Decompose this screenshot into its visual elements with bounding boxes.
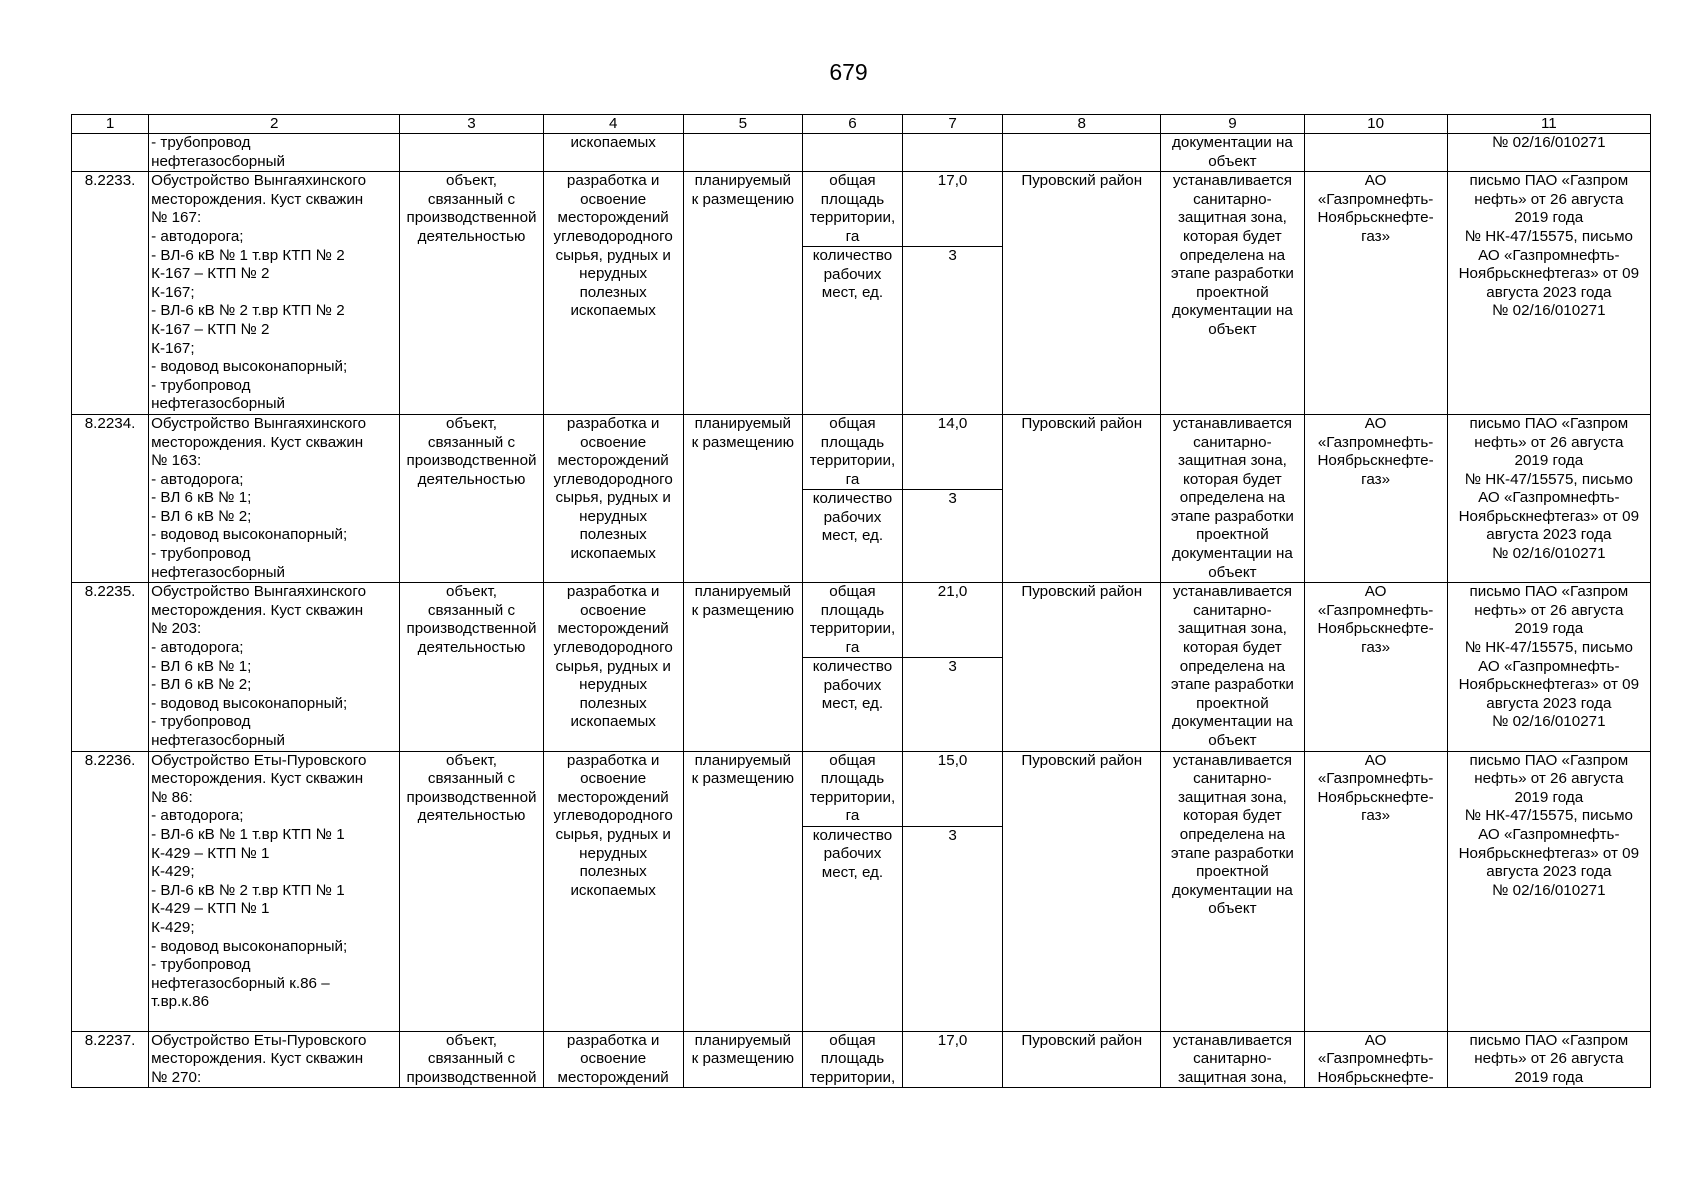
purpose: разработка и освоение месторождений углеводородного сырья, рудных и нерудных полезных ископаемых (543, 751, 683, 1031)
location: Пуровский район (1003, 751, 1161, 1031)
owner: АО «Газпромнефть- Ноябрьскнефте- газ» (1304, 172, 1447, 415)
location: Пуровский район (1003, 583, 1161, 751)
column-number: 8 (1003, 115, 1161, 134)
table-row (72, 751, 1651, 1031)
basis: № 02/16/010271 (1447, 134, 1650, 172)
zone: устанавливается санитарно- защитная зона, которая будет определена на этапе разработки проектной документации на объект (1161, 583, 1304, 751)
status: планируемый к размещению (683, 172, 802, 415)
status: планируемый к размещению (683, 751, 802, 1031)
object-name: Обустройство Еты-Пуровского месторождения. Куст скважин № 86: - автодорога; - ВЛ-6 кВ № 1 т.вр КТП № 1 К-429 – КТП № 1 К-429; - ВЛ-6 кВ № 2 т.вр КТП № 1 К-429 – КТП № 1 К-429; - водовод высоконапорный; - трубопровод нефтегазосборный к.86 – т.вр.к.86 (149, 751, 400, 1031)
zone: устанавливается санитарно- защитная зона, которая будет определена на этапе разработки проектной документации на объект (1161, 751, 1304, 1031)
column-number: 3 (400, 115, 543, 134)
param-label: количество рабочих мест, ед. (812, 247, 893, 302)
param-value: 14,0 (903, 415, 1002, 490)
location: Пуровский район (1003, 414, 1161, 582)
purpose: ископаемых (543, 134, 683, 172)
param-label: общая площадь территории, га (803, 583, 902, 658)
table-row (72, 583, 1651, 751)
object-type: объект, связанный с производственной (400, 1031, 543, 1088)
column-number: 4 (543, 115, 683, 134)
object-type: объект, связанный с производственной деятельностью (400, 172, 543, 415)
purpose: разработка и освоение месторождений углеводородного сырья, рудных и нерудных полезных ископаемых (543, 583, 683, 751)
column-number: 2 (149, 115, 400, 134)
column-number: 11 (1447, 115, 1650, 134)
status: планируемый к размещению (683, 414, 802, 582)
purpose: разработка и освоение месторождений (543, 1031, 683, 1088)
param-label: общая площадь территории, га (803, 172, 902, 247)
row-number: 8.2235. (72, 583, 149, 751)
column-number: 9 (1161, 115, 1304, 134)
zone: устанавливается санитарно- защитная зона, которая будет определена на этапе разработки проектной документации на объект (1161, 414, 1304, 582)
page-number: 679 (829, 59, 868, 85)
column-number: 6 (802, 115, 902, 134)
column-number-row (72, 115, 1651, 134)
object-type: объект, связанный с производственной деятельностью (400, 751, 543, 1031)
column-number: 7 (903, 115, 1003, 134)
status: планируемый к размещению (683, 583, 802, 751)
owner: АО «Газпромнефть- Ноябрьскнефте- (1304, 1031, 1447, 1088)
status: планируемый к размещению (683, 1031, 802, 1088)
column-number: 1 (72, 115, 149, 134)
location: Пуровский район (1003, 172, 1161, 415)
object-name: Обустройство Вынгаяхинского месторождения. Куст скважин № 163: - автодорога; - ВЛ 6 кВ № 1; - ВЛ 6 кВ № 2; - водовод высоконапорный; - трубопровод нефтегазосборный (149, 414, 400, 582)
column-number: 5 (683, 115, 802, 134)
continuation-row (72, 134, 1651, 172)
param-value: 3 (948, 658, 957, 676)
param-label: общая площадь территории, га (803, 415, 902, 490)
param-value: 3 (948, 489, 957, 507)
basis: письмо ПАО «Газпром нефть» от 26 августа 2019 года № НК-47/15575, письмо АО «Газпромнефть- Ноябрьскнефтегаз» от 09 августа 2023 года № 02/16/010271 (1447, 172, 1650, 415)
param-value: 21,0 (903, 583, 1002, 658)
param-value: 17,0 (903, 172, 1002, 247)
object-name: Обустройство Вынгаяхинского месторождения. Куст скважин № 203: - автодорога; - ВЛ 6 кВ № 1; - ВЛ 6 кВ № 2; - водовод высоконапорный; - трубопровод нефтегазосборный (149, 583, 400, 751)
row-number: 8.2236. (72, 751, 149, 1031)
basis: письмо ПАО «Газпром нефть» от 26 августа 2019 года (1447, 1031, 1650, 1088)
param-label: количество рабочих мест, ед. (812, 826, 893, 881)
zone: документации на объект (1161, 134, 1304, 172)
zone: устанавливается санитарно- защитная зона, которая будет определена на этапе разработки проектной документации на объект (1161, 172, 1304, 415)
param-value: 3 (948, 826, 957, 844)
param-label: количество рабочих мест, ед. (812, 658, 893, 713)
table-row (72, 1031, 1651, 1088)
row-number: 8.2233. (72, 172, 149, 415)
basis: письмо ПАО «Газпром нефть» от 26 августа 2019 года № НК-47/15575, письмо АО «Газпромнефть- Ноябрьскнефтегаз» от 09 августа 2023 года № 02/16/010271 (1447, 583, 1650, 751)
row-number: 8.2237. (72, 1031, 149, 1088)
param-label: количество рабочих мест, ед. (812, 489, 893, 545)
param-value: 15,0 (903, 752, 1002, 827)
purpose: разработка и освоение месторождений углеводородного сырья, рудных и нерудных полезных ископаемых (543, 414, 683, 582)
table-row (72, 172, 1651, 415)
param-value: 17,0 (937, 1031, 968, 1049)
param-value: 3 (948, 247, 957, 265)
param-label: общая площадь территории, (809, 1031, 896, 1086)
basis: письмо ПАО «Газпром нефть» от 26 августа 2019 года № НК-47/15575, письмо АО «Газпромнефть- Ноябрьскнефтегаз» от 09 августа 2023 года № 02/16/010271 (1447, 414, 1650, 582)
object-type: объект, связанный с производственной деятельностью (400, 414, 543, 582)
location: Пуровский район (1003, 1031, 1161, 1088)
owner: АО «Газпромнефть- Ноябрьскнефте- газ» (1304, 751, 1447, 1031)
row-number: 8.2234. (72, 414, 149, 582)
column-number: 10 (1304, 115, 1447, 134)
owner: АО «Газпромнефть- Ноябрьскнефте- газ» (1304, 414, 1447, 582)
object-name: - трубопровод нефтегазосборный (149, 134, 400, 172)
object-name: Обустройство Вынгаяхинского месторождения. Куст скважин № 167: - автодорога; - ВЛ-6 кВ № 1 т.вр КТП № 2 К-167 – КТП № 2 К-167; - ВЛ-6 кВ № 2 т.вр КТП № 2 К-167 – КТП № 2 К-167; - водовод высоконапорный; - трубопровод нефтегазосборный (149, 172, 400, 415)
table-row (72, 414, 1651, 582)
zone: устанавливается санитарно- защитная зона, (1161, 1031, 1304, 1088)
register-table (71, 114, 1651, 1088)
owner: АО «Газпромнефть- Ноябрьскнефте- газ» (1304, 583, 1447, 751)
basis: письмо ПАО «Газпром нефть» от 26 августа 2019 года № НК-47/15575, письмо АО «Газпромнефть- Ноябрьскнефтегаз» от 09 августа 2023 года № 02/16/010271 (1447, 751, 1650, 1031)
purpose: разработка и освоение месторождений углеводородного сырья, рудных и нерудных полезных ископаемых (543, 172, 683, 415)
object-name: Обустройство Еты-Пуровского месторождения. Куст скважин № 270: (149, 1031, 400, 1088)
param-label: общая площадь территории, га (803, 752, 902, 827)
object-type: объект, связанный с производственной деятельностью (400, 583, 543, 751)
